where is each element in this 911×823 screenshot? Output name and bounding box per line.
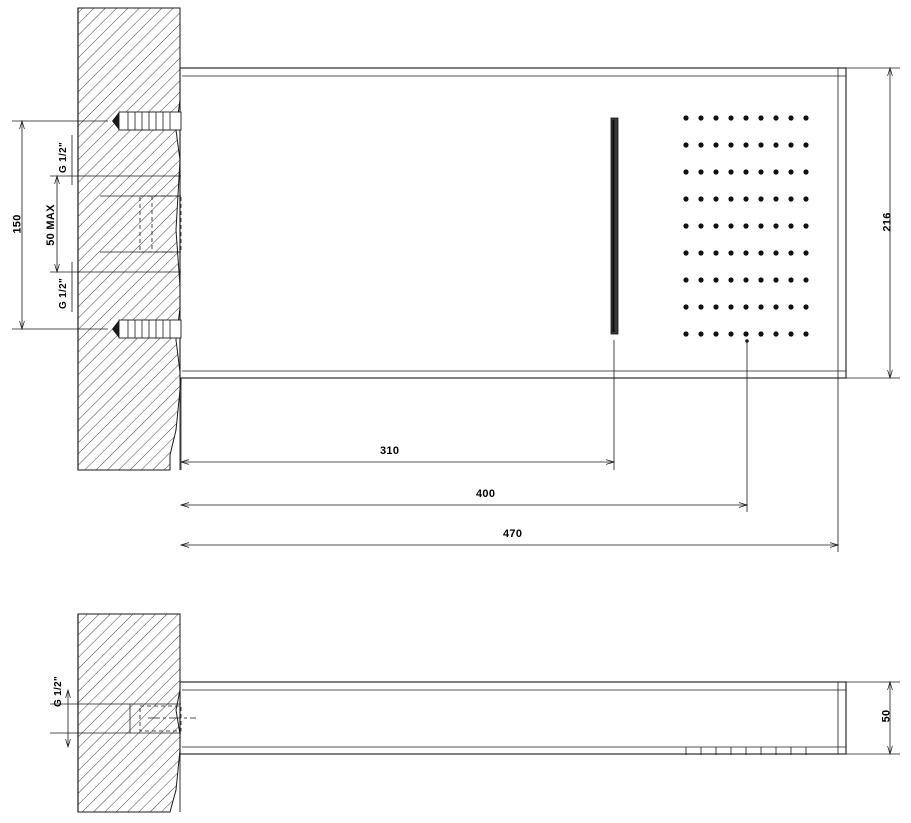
dim-label-310: 310	[380, 445, 400, 457]
dim-label-150: 150	[11, 214, 24, 234]
dim-label-thread-section: G 1/2"	[53, 676, 64, 707]
shower-body-side-view	[100, 682, 846, 755]
wall-side-view	[78, 614, 181, 812]
dim-label-thread-top: G 1/2"	[58, 142, 69, 173]
wall-top-view	[78, 8, 181, 470]
dim-label-400: 400	[476, 488, 496, 500]
dim-label-50-max: 50 MAX	[44, 204, 57, 246]
dim-label-thread-bottom: G 1/2"	[58, 278, 69, 309]
dim-label-470: 470	[503, 528, 523, 540]
dim-label-50: 50	[880, 709, 893, 723]
dim-label-216: 216	[881, 212, 894, 232]
